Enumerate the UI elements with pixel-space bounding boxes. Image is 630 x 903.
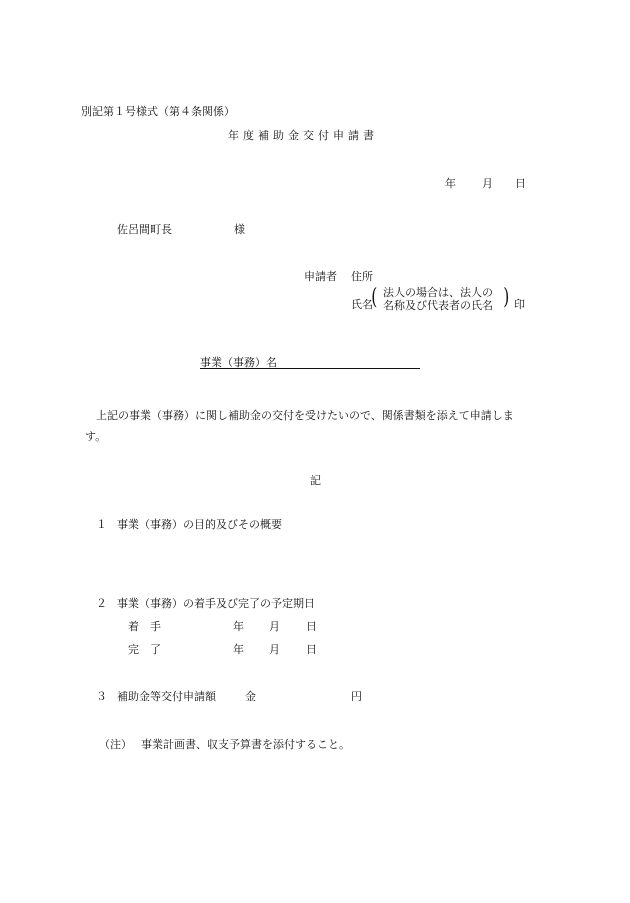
note-text: 事業計画書、収支予算書を添付すること。 xyxy=(141,738,350,751)
note-label: （注） xyxy=(99,738,132,751)
applicant-seal: 印 xyxy=(514,298,525,311)
addressee-honorific: 様 xyxy=(234,223,245,236)
addressee-name: 佐呂間町長 xyxy=(117,223,172,236)
project-name-label-underline xyxy=(200,368,278,369)
item2-end-year: 年 xyxy=(233,643,244,656)
form-title: 年度補助金交付申請書 xyxy=(228,129,378,142)
item3-label: 補助金等交付申請額 xyxy=(117,690,216,703)
item2-end-month: 月 xyxy=(269,643,280,656)
item2-start-day: 日 xyxy=(306,620,317,633)
item2-start-month: 月 xyxy=(269,620,280,633)
applicant-name-note-line1: 法人の場合は、法人の xyxy=(383,286,493,299)
project-name-underline xyxy=(278,368,420,369)
item1-label: 事業（事務）の目的及びその概要 xyxy=(117,518,282,531)
date-day: 日 xyxy=(515,177,526,190)
close-paren-icon: ) xyxy=(503,285,510,310)
item3-number: ３ xyxy=(96,690,107,703)
applicant-name-note xyxy=(383,286,493,312)
body-text-line2: す。 xyxy=(85,430,107,443)
project-name-label: 事業（事務）名 xyxy=(200,356,277,369)
item2-start-year: 年 xyxy=(233,620,244,633)
date-year: 年 xyxy=(445,177,456,190)
body-text-line1: 上記の事業（事務）に関し補助金の交付を受けたいので、関係書類を添えて申請しま xyxy=(96,409,514,422)
item2-start-label: 着 手 xyxy=(128,620,161,633)
item3-currency-prefix: 金 xyxy=(245,690,256,703)
item2-number: ２ xyxy=(96,597,107,610)
item2-end-day: 日 xyxy=(306,643,317,656)
item3-currency-unit: 円 xyxy=(351,690,362,703)
applicant-name-label: 氏名 xyxy=(351,298,373,311)
form-number: 別記第１号様式（第４条関係） xyxy=(81,105,235,118)
applicant-address-label: 住所 xyxy=(351,270,373,283)
item1-number: １ xyxy=(96,518,107,531)
applicant-name-note-line2: 名称及び代表者の氏名 xyxy=(383,299,493,312)
item2-end-label: 完 了 xyxy=(128,643,161,656)
item2-label: 事業（事務）の着手及び完了の予定期日 xyxy=(117,597,315,610)
date-month: 月 xyxy=(482,177,493,190)
applicant-label: 申請者 xyxy=(304,270,337,283)
ki-heading: 記 xyxy=(310,474,321,487)
open-paren-icon: ( xyxy=(371,285,378,310)
